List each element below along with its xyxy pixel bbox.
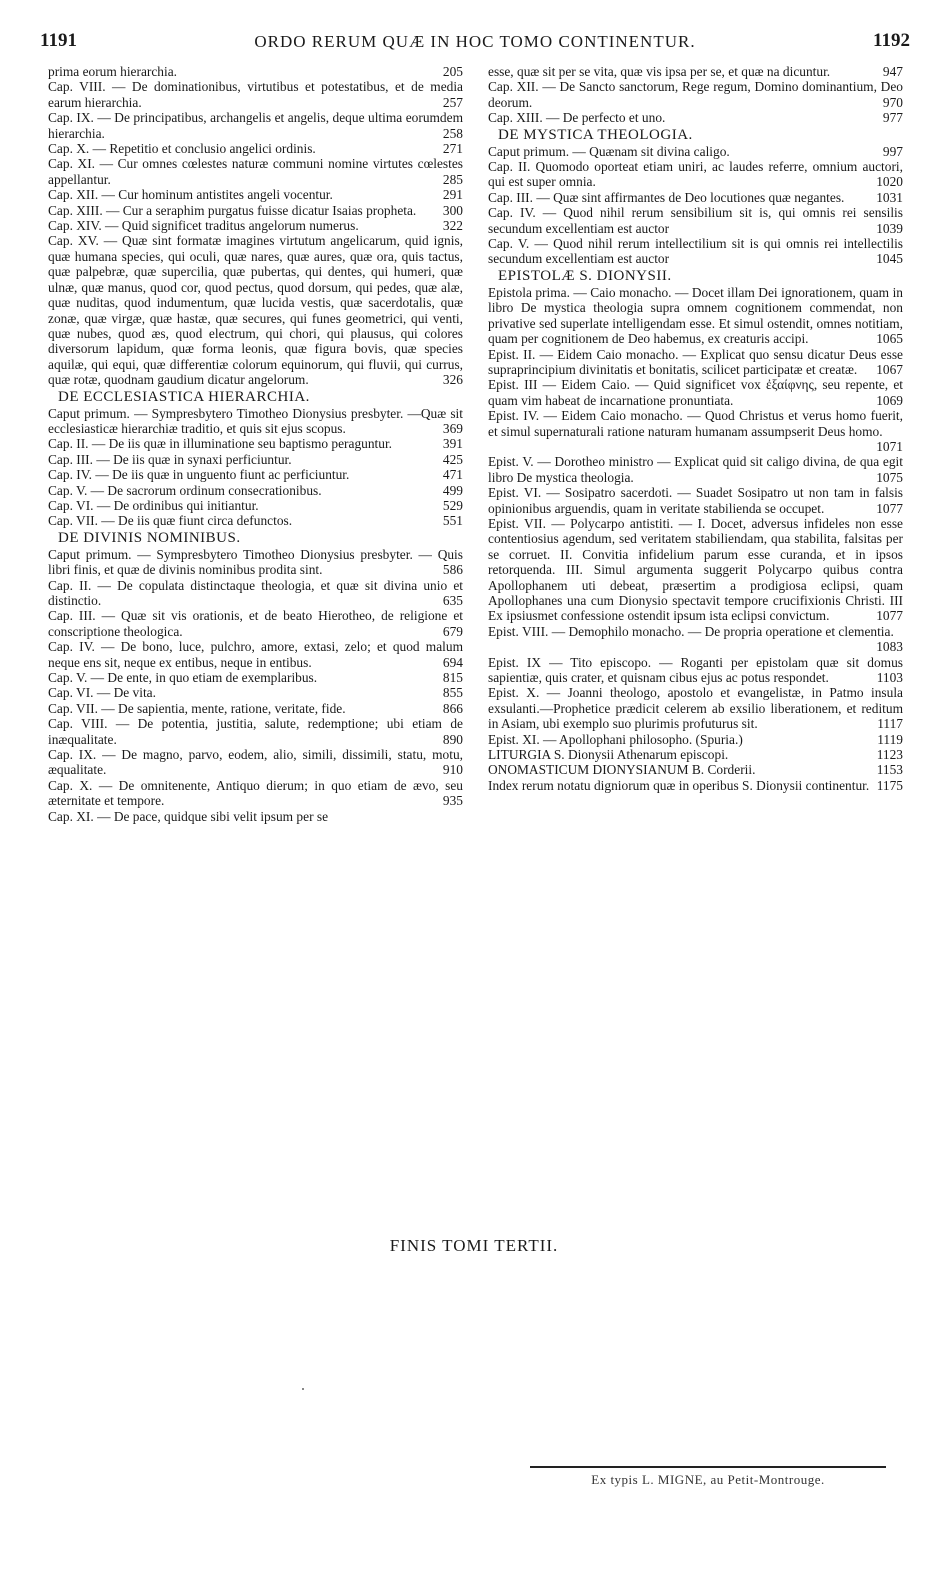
column-number: 529 [442, 497, 463, 513]
column-number: 369 [442, 420, 463, 436]
entry-text: Cap. VI. — De vita. [48, 685, 156, 701]
toc-entry [48, 578, 463, 609]
left-page-number: 1191 [40, 30, 77, 51]
toc-entry [48, 639, 463, 670]
entry-text: Epist. III — Eidem Caio. — Quid significet vox ἐξαίφνης, seu repente, et quam vim habeat de incarnatione pronuntiata. [488, 377, 903, 408]
toc-entry [488, 377, 903, 408]
toc-entry [48, 218, 463, 233]
entry-text: Caput primum. — Sympresbytero Timotheo Dionysius presbyter. —Quæ sit ecclesiasticæ hierarchiæ traditio, et quis sit ejus scopus. [48, 405, 463, 436]
entry-text: Cap. IX. — De magno, parvo, eodem, alio, simili, dissimili, statu, motu, æqualitate. [48, 747, 463, 778]
entry-text: Cap. XI. — Cur omnes cœlestes naturæ communi nomine virtutes cœlestes appellantur. [48, 156, 463, 187]
section-heading: DE ECCLESIASTICA HIERARCHIA. [58, 388, 310, 405]
toc-entry [48, 513, 463, 528]
running-title: ORDO RERUM QUÆ IN HOC TOMO CONTINENTUR. [254, 32, 696, 51]
column-number: 1123 [876, 747, 903, 763]
column-number: 890 [442, 731, 463, 747]
entry-text: Cap. XIII. — De perfecto et uno. [488, 110, 666, 126]
column-number: 499 [442, 482, 463, 498]
entry-text: Epist. V. — Dorotheo ministro — Explicat quid sit caligo divina, de qua egit libro De mystica theologia. [488, 454, 903, 485]
left-column [48, 64, 463, 824]
entry-text: Epist. VI. — Sosipatro sacerdoti. — Suadet Sosipatro ut non tam in falsis opinionibus arguendis, quam in veritate stabilienda se occupet. [488, 485, 903, 516]
toc-entry [488, 778, 903, 793]
entry-text: Epist. II. — Eidem Caio monacho. — Explicat quo sensu dicatur Deus esse supraprincipium divinitatis et bonitatis, scilicet participatæ et creatæ. [488, 346, 903, 377]
column-number: 977 [882, 110, 903, 126]
page-header [40, 30, 910, 56]
column-number: 815 [442, 670, 463, 686]
toc-entry [48, 406, 463, 437]
entry-text: Cap. V. — De ente, in quo etiam de exemplaribus. [48, 670, 318, 686]
column-number: 947 [882, 64, 903, 79]
column-number: 1153 [876, 762, 903, 778]
toc-entry [488, 747, 903, 762]
entry-text: Cap. X. — Repetitio et conclusio angelici ordinis. [48, 141, 316, 157]
column-number: 1119 [877, 731, 903, 747]
entry-text: Epist. IV. — Eidem Caio monacho. — Quod Christus et verus homo fuerit, et simul supernaturali ratione naturam humanam assumpserit Deus homo. [488, 408, 903, 439]
entry-text: Cap. VI. — De ordinibus qui initiantur. [48, 497, 259, 513]
imprint-rule [530, 1466, 886, 1468]
toc-entry [488, 732, 903, 747]
toc-entry [488, 144, 903, 159]
column-number: 1031 [876, 189, 903, 205]
toc-entry [488, 762, 903, 777]
toc-entry [48, 547, 463, 578]
column-number: 1071 [876, 438, 903, 454]
column-number: 586 [442, 562, 463, 578]
toc-entry [488, 190, 903, 205]
toc-entry [48, 608, 463, 639]
toc-entry [48, 79, 463, 110]
column-number: 1069 [876, 392, 903, 408]
column-number: 935 [442, 793, 463, 809]
entry-text: Cap. III. — Quæ sit vis orationis, et de beato Hierotheo, de religione et conscriptione theologica. [48, 608, 463, 639]
column-number: 391 [442, 436, 463, 452]
entry-text: Cap. V. — De sacrorum ordinum consecrationibus. [48, 482, 322, 498]
entry-text: ONOMASTICUM DIONYSIANUM B. Corderii. [488, 762, 756, 778]
entry-text: Cap. XIV. — Quid significet traditus angelorum numerus. [48, 218, 359, 234]
toc-entry [488, 516, 903, 624]
toc-entry [48, 778, 463, 809]
entry-text: Cap. X. — De omnitenente, Antiquo dierum; in quo etiam de ævo, seu æternitate et tempore. [48, 777, 463, 809]
column-number: 471 [442, 467, 463, 483]
toc-entry [48, 187, 463, 202]
toc-entry [488, 624, 903, 655]
column-number: 679 [442, 623, 463, 639]
toc-entry [488, 285, 903, 347]
entry-text: Cap. III. — De iis quæ in synaxi perficiuntur. [48, 451, 292, 467]
column-number: 322 [442, 218, 463, 234]
section-heading: DE DIVINIS NOMINIBUS. [58, 529, 241, 546]
entry-text: Cap. IV. — Quod nihil rerum sensibilium sit is, qui omnis rei sensilis secundum excellentiam est auctor [488, 205, 903, 236]
entry-text: Cap. II. — De copulata distinctaque theologia, et quæ sit divina unio et distinctio. [48, 577, 463, 608]
toc-entry [48, 203, 463, 218]
column-number: 258 [442, 125, 463, 141]
entry-text: Cap. IX. — De principatibus, archangelis et angelis, deque ultima eorumdem hierarchia. [48, 110, 463, 141]
entry-text: LITURGIA S. Dionysii Athenarum episcopi. [488, 747, 729, 763]
toc-entry [48, 64, 463, 79]
toc-entry [48, 670, 463, 685]
column-number: 425 [442, 451, 463, 467]
section-heading: EPISTOLÆ S. DIONYSII. [498, 267, 672, 284]
entry-text: prima eorum hierarchia. [48, 64, 178, 79]
entry-text: esse, quæ sit per se vita, quæ vis ipsa per se, et quæ na dicuntur. [488, 64, 831, 79]
toc-entry [488, 347, 903, 378]
section-heading: DE MYSTICA THEOLOGIA. [498, 126, 693, 143]
column-number: 1175 [876, 777, 903, 793]
entry-text: Cap. VIII. — De potentia, justitia, salute, redemptione; ubi etiam de inæqualitate. [48, 716, 463, 747]
entry-text: Cap. XII. — Cur hominum antistites angeli vocentur. [48, 187, 333, 203]
column-number: 205 [442, 64, 463, 79]
printer-imprint: Ex typis L. MIGNE, au Petit-Montrouge. [591, 1472, 825, 1487]
toc-entry [488, 79, 903, 110]
column-number: 694 [442, 654, 463, 670]
toc-entry [488, 110, 903, 125]
column-number: 1020 [876, 174, 903, 190]
column-number: 300 [442, 202, 463, 218]
column-number: 866 [442, 700, 463, 716]
toc-entry [48, 467, 463, 482]
toc-entry [48, 156, 463, 187]
entry-text: Cap. IV. — De bono, luce, pulchro, amore, extasi, zelo; et quod malum neque ens sit, neque ex entibus, neque in entibus. [48, 639, 463, 670]
right-page-number: 1192 [873, 30, 910, 51]
column-number: 635 [442, 593, 463, 608]
entry-text: Cap. II. — De iis quæ in illuminatione seu baptismo peraguntur. [48, 436, 393, 452]
toc-entry [48, 716, 463, 747]
toc-entry [488, 454, 903, 485]
entry-text: Cap. XI. — De pace, quidque sibi velit ipsum per se [48, 808, 329, 824]
toc-entry [488, 159, 903, 190]
entry-text: Cap. XIII. — Cur a seraphim purgatus fuisse dicatur Isaias propheta. [48, 202, 417, 218]
toc-entry [48, 701, 463, 716]
entry-text: Index rerum notatu digniorum quæ in operibus S. Dionysii continentur. [488, 777, 870, 793]
toc-entry [48, 436, 463, 451]
column-number: 285 [442, 171, 463, 187]
toc-entry [48, 685, 463, 700]
toc-entry [48, 452, 463, 467]
entry-text: Cap. II. Quomodo oporteat etiam uniri, ac laudes referre, omnium auctori, qui est super omnia. [488, 159, 903, 190]
entry-text: Cap. VII. — De sapientia, mente, ratione, veritate, fide. [48, 700, 346, 716]
column-number: 1067 [876, 361, 903, 377]
column-number: 970 [882, 94, 903, 110]
toc-entry [488, 408, 903, 454]
toc-entry [48, 233, 463, 387]
entry-text: Epist. XI. — Apollophani philosopho. (Spuria.) [488, 731, 743, 747]
column-number: 271 [442, 141, 463, 157]
column-number: 997 [882, 143, 903, 159]
entry-text: Epist. VII. — Polycarpo antistiti. — I. Docet, adversus infideles non esse contentiosius agendum, sed veritatem stabiliendam, qua stabilita, falsitas per se corruet. II. Convitia infidelium parum esse curanda, et in ipsos retorquenda. III. Simul argumenta suggerit Polycarpo quibus contra Apollophanem uti debeat, præsertim a prodigiosa eclipsi, quam Apollophanes una cum Dionysio spectavit tempore crucifixionis Christi. III Ex ipsiusmet confessione ostendit ipsum ista eclipsi convictum. [488, 515, 903, 624]
entry-text: Cap. III. — Quæ sint affirmantes de Deo locutiones quæ negantes. [488, 189, 845, 205]
toc-entry [48, 483, 463, 498]
entry-text: Cap. XV. — Quæ sint formatæ imagines virtutum angelicarum, quid ignis, quæ humana species, qui oculi, quæ nares, quæ aures, quæ ora, quis tactus, quæ palpebræ, quæ supercilia, quæ pubertas, qui dentes, qui humeri, quæ ulnæ, quæ manus, quod cor, quod pectus, quod dorsum, qui pedes, quæ alæ, quæ nuditas, quod indumentum, quæ lucida vestis, quæ sacerdotalis, quæ zonæ, quæ virgæ, quæ hastæ, quæ secures, qui funes geometrici, qui venti, quæ nubes, quod æs, quod electrum, qui chori, qui plausus, qui colores diversorum lapidum, quæ forma leonis, quæ figura bovis, quæ species aquilæ, qui equi, quæ differentiæ colorum equinorum, qui fluvii, qui currus, quæ rotæ, quodnam gaudium dicatur angelorum. [48, 233, 463, 388]
toc-entry [48, 110, 463, 141]
toc-entry [488, 685, 903, 731]
right-column [488, 64, 903, 793]
entry-text: Cap. VII. — De iis quæ fiunt circa defunctos. [48, 513, 293, 529]
toc-entry [488, 485, 903, 516]
toc-entry [488, 205, 903, 236]
column-number: 1117 [877, 716, 903, 732]
entry-text: Epist. IX — Tito episcopo. — Roganti per epistolam quæ sit domus sapientiæ, quis crater, et quisnam cibus ejus ac potus respondet. [488, 654, 903, 686]
column-number: 1083 [876, 639, 903, 655]
column-number: 1075 [876, 469, 903, 485]
column-number: 910 [442, 762, 463, 778]
column-number: 291 [442, 187, 463, 203]
column-number: 855 [442, 685, 463, 701]
column-number: 551 [442, 513, 463, 529]
column-number: 1077 [876, 608, 903, 624]
toc-entry [48, 809, 463, 824]
column-number: 326 [442, 372, 463, 388]
toc-entry [48, 498, 463, 513]
toc-entry [488, 236, 903, 267]
column-number: 257 [442, 94, 463, 110]
entry-text: Caput primum. — Quænam sit divina caligo. [488, 143, 730, 159]
finis-line: FINIS TOMI TERTII. [389, 1236, 559, 1255]
entry-text: Cap. VIII. — De dominationibus, virtutibus et potestatibus, et de media earum hierarchia. [48, 79, 463, 110]
toc-entry [488, 64, 903, 79]
entry-text: Cap. IV. — De iis quæ in unguento fiunt ac perficiuntur. [48, 467, 350, 483]
entry-text: Epistola prima. — Caio monacho. — Docet illam Dei ignorationem, quam in libro De mystica theologia supra omnem cognitionem commendat, non privative sed superlate intelligendam esse. Et simul ostendit, omnes notitiam, quam per cognitionem de Deo habemus, ex creaturis accipi. [488, 284, 903, 347]
toc-entry [488, 655, 903, 686]
column-number: 1077 [876, 500, 903, 516]
column-number: 1045 [876, 251, 903, 267]
column-number: 1103 [876, 670, 903, 686]
entry-text: Epist. X. — Joanni theologo, apostolo et evangelistæ, in Patmo insula exsulanti.—Prophetice prædicit celerem ab exsilio liberationem, et reditum in Asiam, ubi exemplo suo plurimis profuturus sit. [488, 685, 903, 732]
entry-text: Cap. V. — Quod nihil rerum intellectilium sit is qui omnis rei intellectilis secundum excellentiam est auctor [488, 236, 903, 267]
toc-entry [48, 141, 463, 156]
print-speck [302, 1388, 304, 1390]
entry-text: Caput primum. — Sympresbytero Timotheo Dionysius presbyter. — Quis libri finis, et quæ de divinis nominibus prodita sint. [48, 546, 463, 578]
column-number: 1065 [876, 331, 903, 347]
column-number: 1039 [876, 220, 903, 236]
entry-text: Cap. XII. — De Sancto sanctorum, Rege regum, Domino dominantium, Deo deorum. [488, 79, 903, 110]
toc-entry [48, 747, 463, 778]
entry-text: Epist. VIII. — Demophilo monacho. — De propria operatione et clementia. [488, 623, 894, 639]
